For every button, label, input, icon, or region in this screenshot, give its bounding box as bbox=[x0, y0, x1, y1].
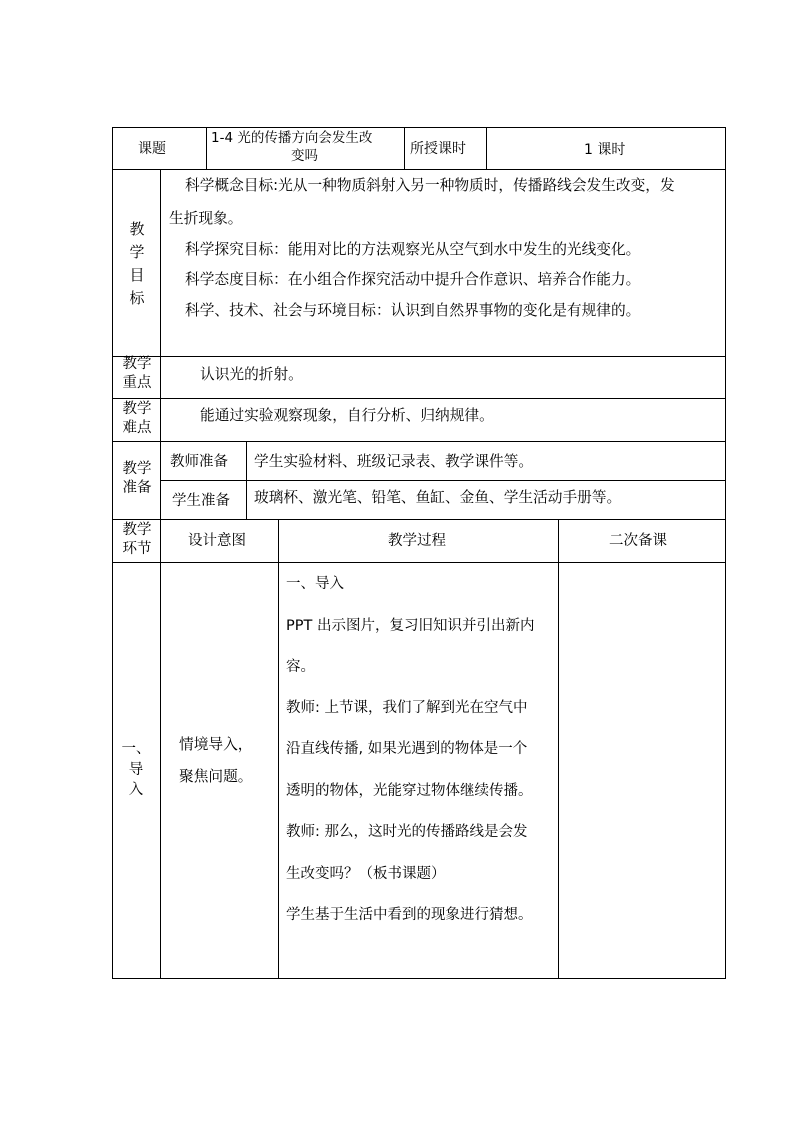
objectives-label-char: 目 bbox=[129, 266, 145, 284]
row-divider bbox=[112, 169, 726, 170]
key-point-label-line: 教学 bbox=[122, 356, 152, 372]
row-divider bbox=[112, 562, 726, 563]
difficulty-label bbox=[116, 402, 158, 435]
process-line: PPT 出示图片，复习旧知识并引出新内 bbox=[286, 618, 535, 634]
design-intent-header: 设计意图 bbox=[188, 533, 246, 549]
preparation-label-line: 教学 bbox=[122, 461, 152, 477]
design-intent-line: 聚焦问题。 bbox=[179, 768, 253, 785]
row-divider bbox=[112, 441, 726, 442]
key-point-text: 认识光的折射。 bbox=[200, 366, 303, 383]
preparation-label-line: 准备 bbox=[122, 479, 152, 496]
process-line: 透明的物体，光能穿过物体继续传播。 bbox=[286, 783, 533, 799]
col-divider bbox=[160, 169, 161, 979]
stage-intro-char: 一、 bbox=[121, 741, 151, 757]
table-border-left bbox=[112, 127, 113, 979]
topic-title-line2: 变吗 bbox=[291, 148, 318, 164]
lesson-plan-table bbox=[112, 127, 726, 979]
row-divider bbox=[160, 480, 726, 481]
teaching-process-header: 教学过程 bbox=[388, 533, 446, 549]
objective-line: 科学概念目标:光从一种物质斜射入另一种物质时，传播路线会发生改变，发 bbox=[185, 177, 675, 194]
design-intent-line: 情境导入， bbox=[179, 736, 253, 753]
objectives-label-char: 教 bbox=[129, 220, 145, 238]
col-divider bbox=[404, 127, 405, 169]
process-line: 教师: 那么，这时光的传播路线是会发 bbox=[286, 824, 528, 840]
row-divider bbox=[112, 356, 726, 357]
stage-intro-char: 入 bbox=[128, 782, 144, 798]
stage-header-line: 环节 bbox=[122, 540, 152, 557]
key-point-label bbox=[116, 357, 158, 390]
process-line: 容。 bbox=[286, 659, 315, 675]
col-divider bbox=[246, 441, 247, 519]
table-border-top bbox=[112, 127, 726, 128]
table-border-right bbox=[725, 127, 726, 979]
row-divider bbox=[112, 398, 726, 399]
difficulty-label-line: 难点 bbox=[122, 419, 152, 436]
stage-header-line: 教学 bbox=[122, 522, 152, 538]
stage-header bbox=[116, 523, 158, 556]
process-line: 沿直线传播, 如果光遇到的物体是一个 bbox=[286, 741, 528, 757]
objectives-label-char: 标 bbox=[129, 289, 145, 307]
student-prep-text: 玻璃杯、激光笔、铅笔、鱼缸、金鱼、学生活动手册等。 bbox=[254, 489, 622, 506]
col-divider bbox=[486, 127, 487, 169]
hours-value: 1 课时 bbox=[584, 142, 626, 158]
objectives-label bbox=[126, 222, 148, 306]
process-line: 学生基于生活中看到的现象进行猜想。 bbox=[286, 907, 533, 923]
col-divider bbox=[558, 519, 559, 979]
stage-intro-char: 导 bbox=[128, 761, 144, 778]
topic-label: 课题 bbox=[138, 141, 166, 157]
objective-line: 科学探究目标：能用对比的方法观察光从空气到水中发生的光线变化。 bbox=[185, 241, 641, 258]
teacher-prep-text: 学生实验材料、班级记录表、教学课件等。 bbox=[254, 453, 534, 470]
key-point-label-line: 重点 bbox=[122, 374, 152, 391]
row-divider bbox=[112, 519, 726, 520]
objective-line: 科学、技术、社会与环境目标：认识到自然界事物的变化是有规律的。 bbox=[185, 302, 641, 319]
process-line: 教师: 上节课，我们了解到光在空气中 bbox=[286, 700, 528, 716]
hours-label: 所授课时 bbox=[410, 141, 466, 157]
process-line: 一、导入 bbox=[286, 576, 344, 592]
student-prep-label: 学生准备 bbox=[172, 493, 230, 509]
secondary-prep-header: 二次备课 bbox=[609, 533, 667, 549]
objective-line: 科学态度目标：在小组合作探究活动中提升合作意识、培养合作能力。 bbox=[185, 271, 641, 288]
objective-line: 生折现象。 bbox=[169, 210, 243, 227]
col-divider bbox=[278, 519, 279, 979]
teacher-prep-label: 教师准备 bbox=[170, 454, 228, 470]
topic-title-line1: 1-4 光的传播方向会发生改 bbox=[211, 130, 373, 146]
process-line: 生改变吗？（板书课题） bbox=[286, 866, 446, 882]
difficulty-text: 能通过实验观察现象，自行分析、归纳规律。 bbox=[200, 407, 494, 424]
difficulty-label-line: 教学 bbox=[122, 401, 152, 417]
stage-intro-label bbox=[114, 742, 158, 798]
col-divider bbox=[206, 127, 207, 169]
table-border-bottom bbox=[112, 978, 726, 979]
preparation-label bbox=[116, 462, 158, 495]
objectives-label-char: 学 bbox=[129, 243, 145, 261]
